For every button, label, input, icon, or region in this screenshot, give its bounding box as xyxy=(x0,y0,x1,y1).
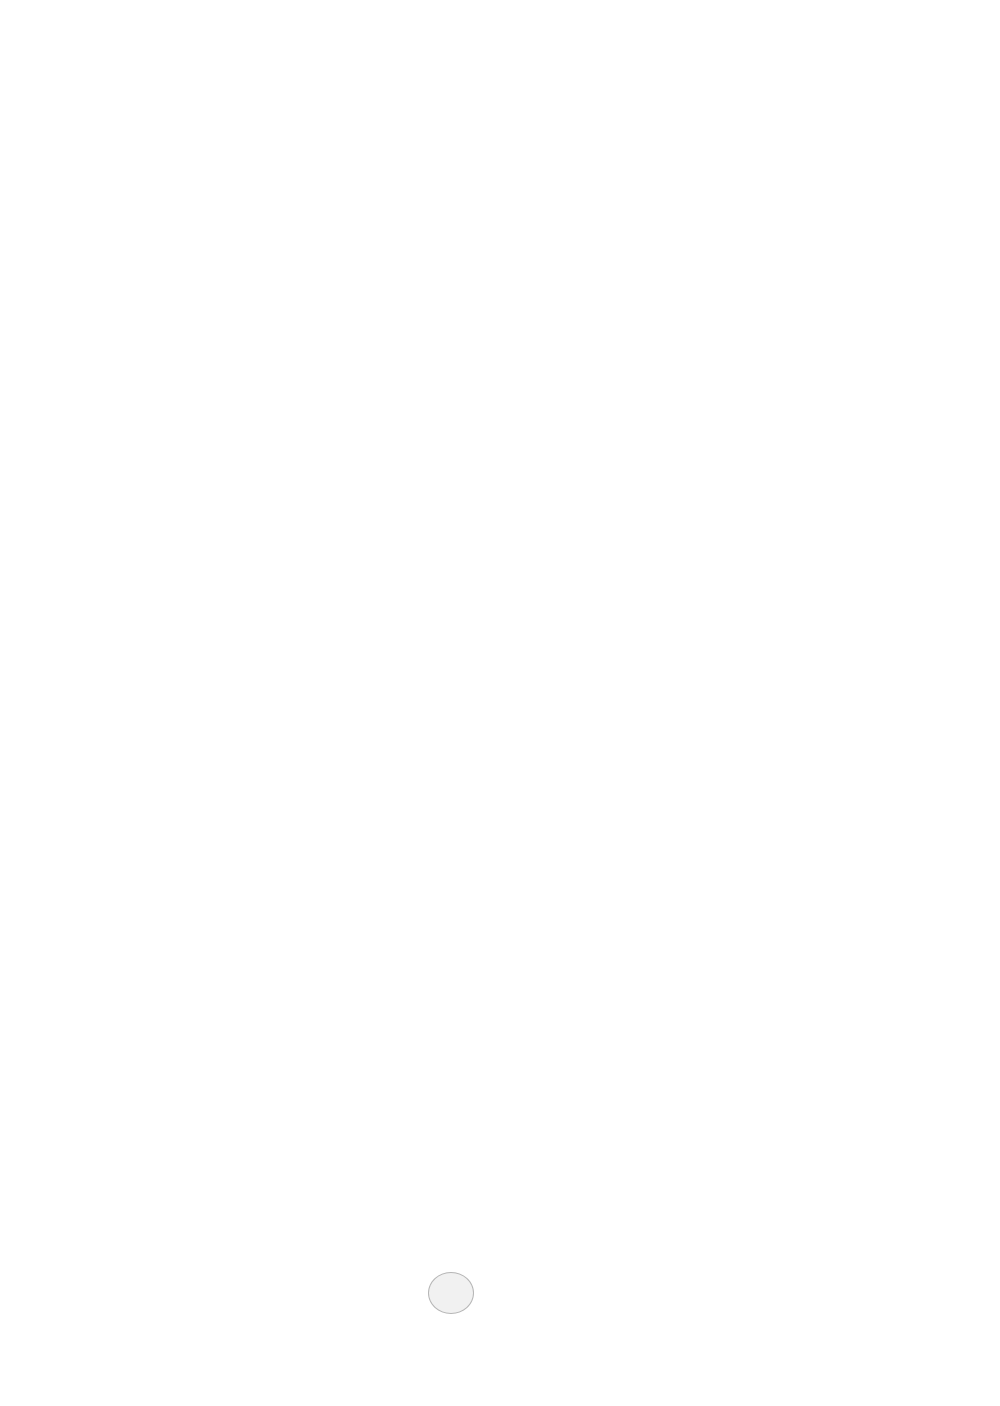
answer-item-20 xyxy=(68,168,934,200)
answer-item-1-5 xyxy=(68,214,934,246)
answer-content xyxy=(68,168,934,245)
page-number-badge xyxy=(428,1272,474,1314)
